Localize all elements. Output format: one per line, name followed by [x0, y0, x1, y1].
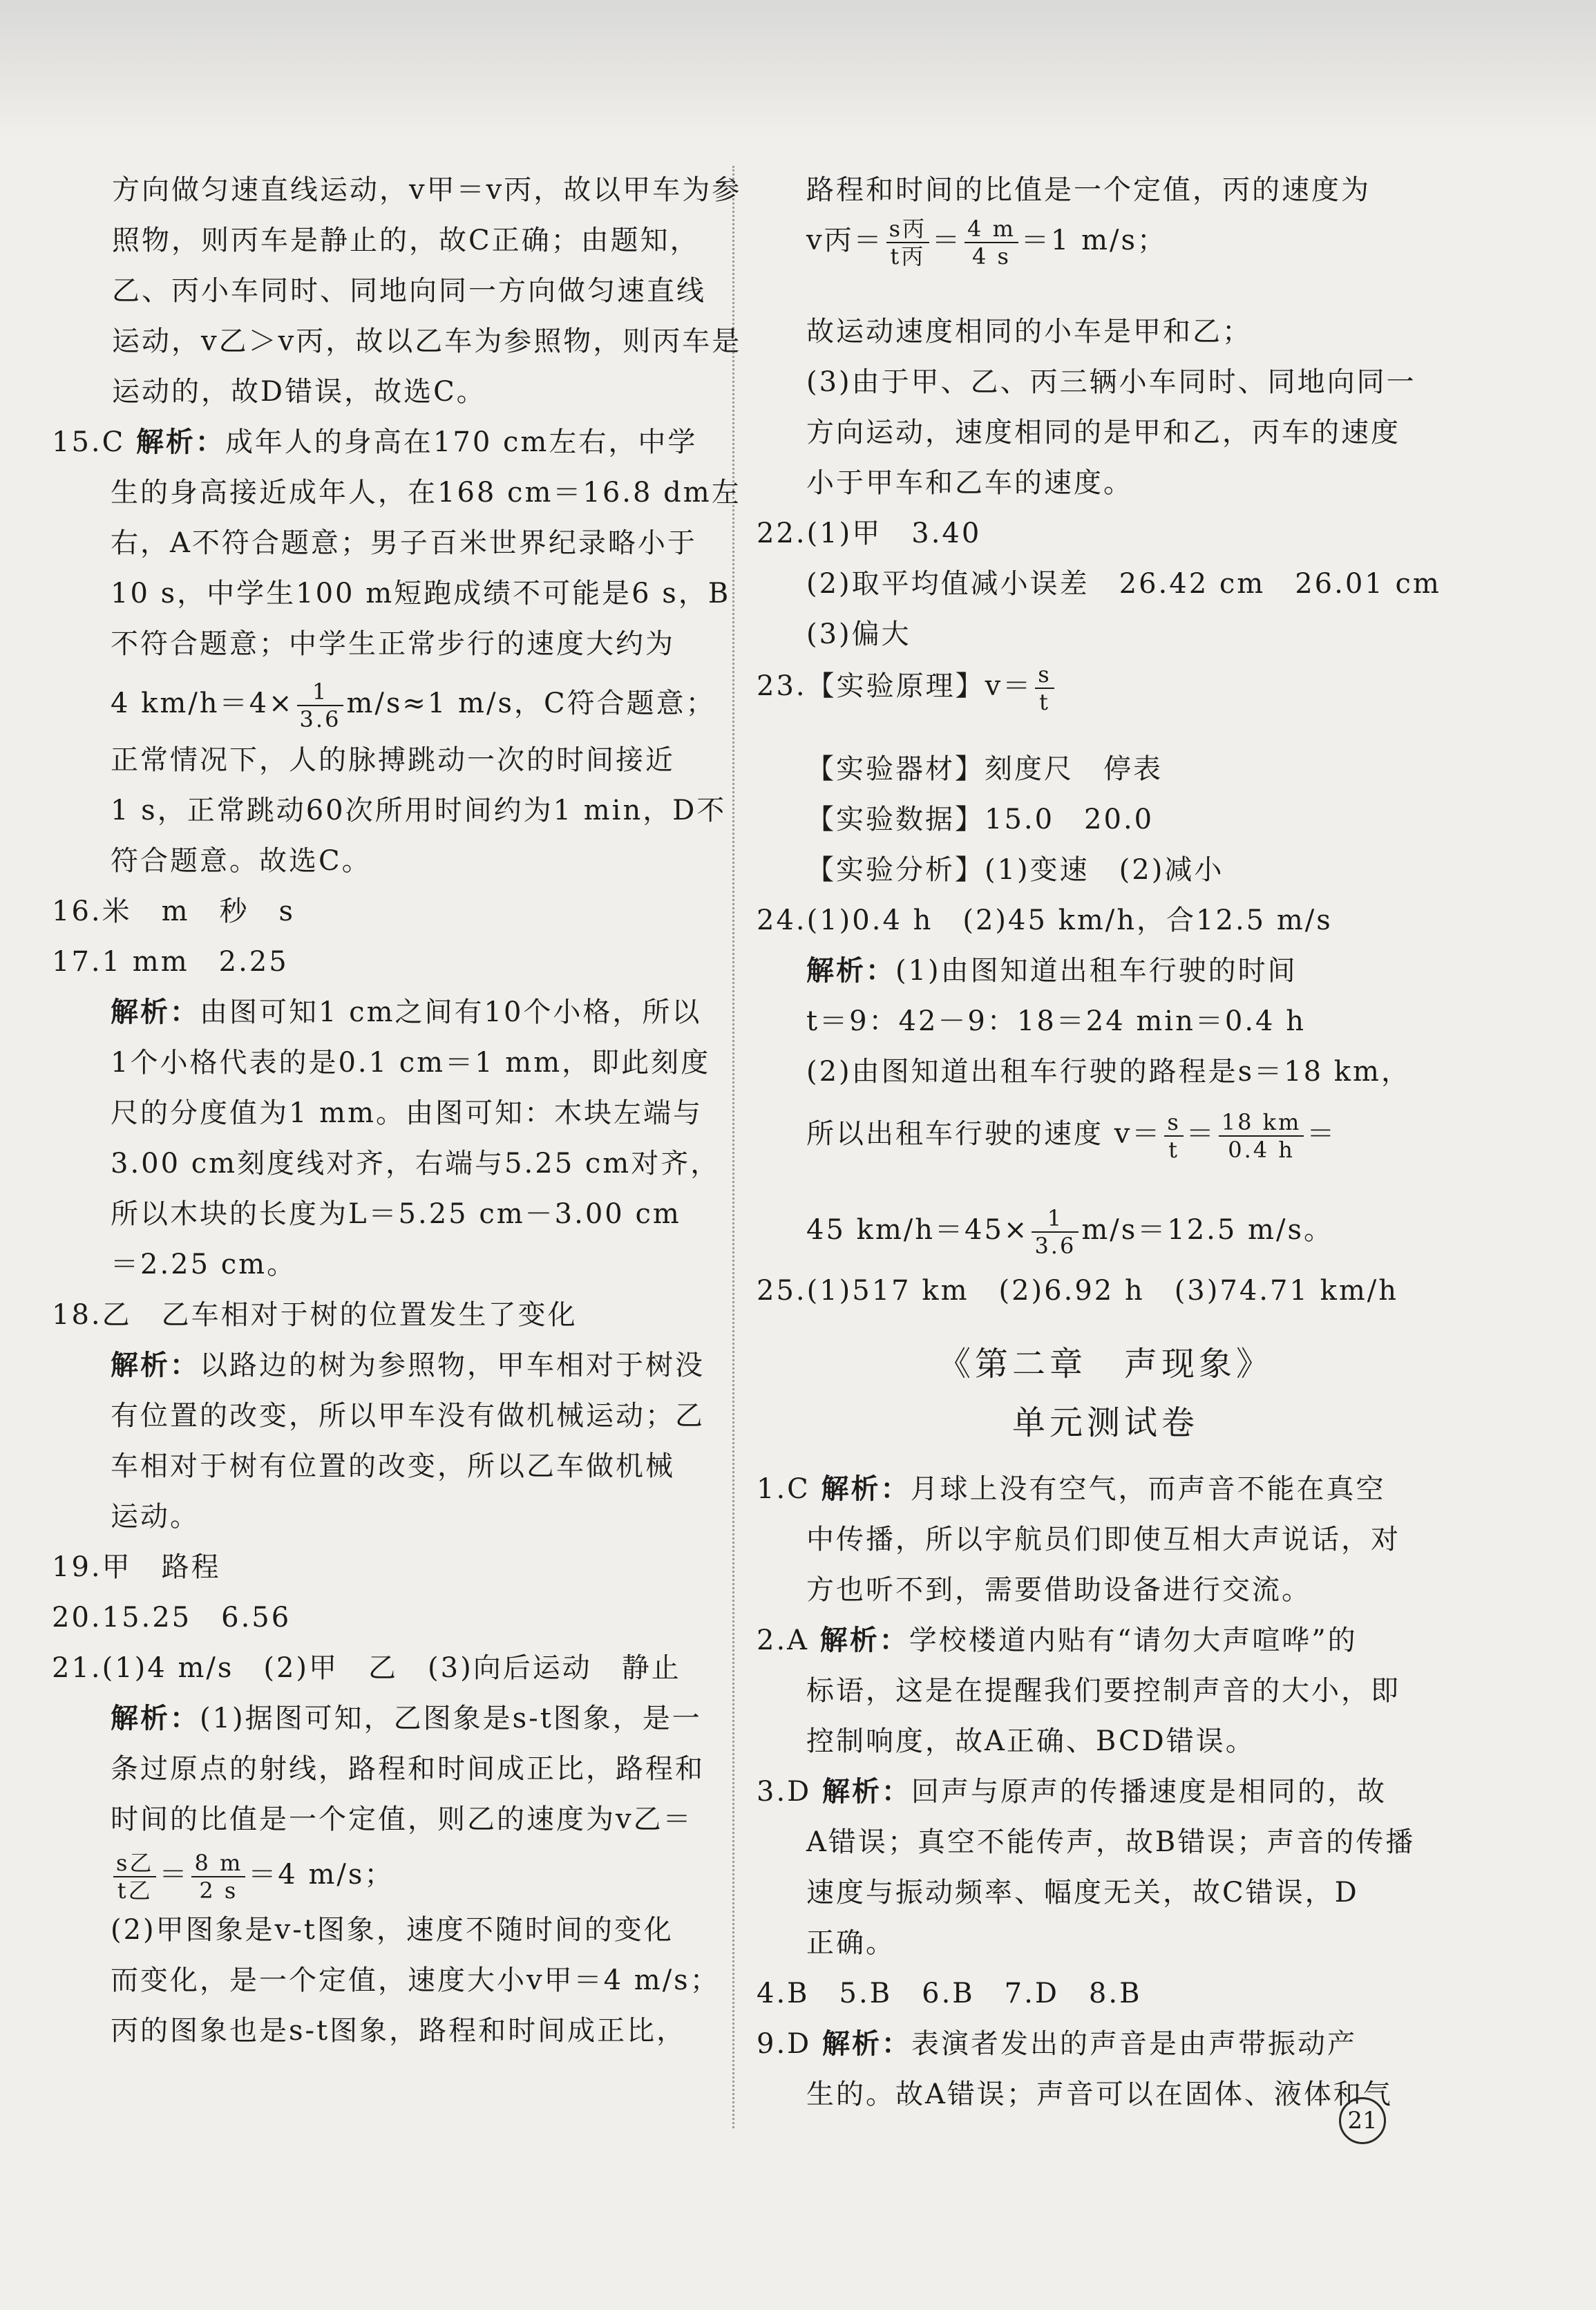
text-line: 乙、丙小车同时、同地向同一方向做匀速直线: [112, 275, 706, 307]
text: 成年人的身高在170 cm左右，中学: [225, 426, 698, 458]
text-line: 速度与振动频率、幅度无关，故C错误，D: [806, 1877, 1359, 1909]
denominator: t丙: [890, 243, 926, 269]
text: 月球上没有空气，而声音不能在真空: [910, 1473, 1386, 1505]
numerator: s: [1035, 663, 1054, 689]
text: 所以出租车行驶的速度 v＝: [806, 1118, 1162, 1150]
fraction: [965, 218, 1018, 267]
fraction: [1219, 1111, 1304, 1161]
text: v丙＝: [806, 225, 884, 256]
text: 表演者发出的声音是由声带振动产: [911, 2028, 1357, 2060]
text: ＝: [1186, 1118, 1216, 1150]
text-line: 小于甲车和乙车的速度。: [806, 467, 1133, 499]
fraction: [1035, 663, 1054, 713]
denominator: 0.4 h: [1228, 1137, 1295, 1163]
numerator: 1: [297, 681, 344, 706]
text-line: 时间的比值是一个定值，则乙的速度为v乙＝: [111, 1803, 693, 1835]
text-line: 故运动速度相同的小车是甲和乙；: [806, 316, 1252, 348]
text: m/s≈1 m/s，C符合题意；: [346, 688, 716, 719]
text-line: 符合题意。故选C。: [111, 845, 372, 877]
formula-line: [111, 1852, 394, 1902]
answer-line: 21.(1)4 m/s (2)甲 乙 (3)向后运动 静止: [52, 1652, 681, 1684]
text-line: 方向做匀速直线运动，v甲＝v丙，故以甲车为参: [112, 174, 742, 206]
text: 由图可知1 cm之间有10个小格，所以: [200, 996, 702, 1028]
chapter-title: 《第二章 声现象》: [937, 1345, 1273, 1383]
answer-line: 22.(1)甲 3.40: [757, 518, 982, 549]
text-line: 1 s，正常跳动60次所用时间约为1 min，D不: [111, 795, 727, 826]
fraction: [113, 1852, 156, 1902]
text: ＝4 m/s；: [248, 1859, 395, 1891]
text-line: 不符合题意；中学生正常步行的速度大约为: [111, 628, 675, 660]
analysis-line: [111, 995, 701, 1030]
question-number: 9.D: [757, 2028, 812, 2060]
answer-line: 4.B 5.B 6.B 7.D 8.B: [757, 1978, 1142, 2009]
formula-line: [806, 1111, 1336, 1161]
numerator: 18 km: [1219, 1111, 1304, 1137]
text-line: 中传播，所以宇航员们即使互相大声说话，对: [806, 1524, 1400, 1555]
denominator: t: [1039, 689, 1050, 715]
text-line: A错误；真空不能传声，故B错误；声音的传播: [806, 1826, 1416, 1858]
text: m/s＝12.5 m/s。: [1081, 1214, 1333, 1246]
text: ＝: [932, 225, 962, 256]
text-line: ＝2.25 cm。: [111, 1249, 297, 1280]
text-line: 【实验数据】15.0 20.0: [806, 804, 1155, 835]
answer-line: 17.1 mm 2.25: [52, 946, 289, 978]
analysis-tag: 解析：: [111, 1349, 200, 1381]
analysis-tag: 解析：: [135, 426, 225, 458]
text: ＝: [159, 1859, 189, 1891]
column-divider: [732, 166, 734, 2128]
text: 4 km/h＝4×: [111, 688, 294, 719]
answer-line: 18.乙 乙车相对于树的位置发生了变化: [52, 1299, 578, 1331]
text-line: 而变化，是一个定值，速度大小v甲＝4 m/s；: [111, 1965, 720, 1996]
denominator: 2 s: [199, 1877, 238, 1904]
fraction: [297, 681, 344, 730]
text-line: 车相对于树有位置的改变，所以乙车做机械: [111, 1450, 675, 1482]
text-line: (2)取平均值减小误差 26.42 cm 26.01 cm: [806, 568, 1441, 600]
text: 45 km/h＝45×: [806, 1214, 1029, 1246]
denominator: 3.6: [299, 706, 341, 732]
text-line: 尺的分度值为1 mm。由图可知：木块左端与: [111, 1097, 703, 1129]
text: (1)据图可知，乙图象是s-t图象，是一: [200, 1703, 702, 1734]
analysis-line: [806, 954, 1298, 988]
analysis-tag: 解析：: [819, 1624, 909, 1656]
answer-line: 16.米 m 秒 s: [52, 896, 296, 927]
text-line: 正确。: [806, 1927, 895, 1959]
text-line: 【实验器材】刻度尺 停表: [806, 753, 1163, 785]
question-number: 2.A: [757, 1625, 810, 1656]
text-line: 方向运动，速度相同的是甲和乙，丙车的速度: [806, 417, 1400, 448]
fraction: [1032, 1207, 1079, 1257]
text: 以路边的树为参照物，甲车相对于树没: [200, 1350, 705, 1381]
text-line: 生的身高接近成年人，在168 cm＝16.8 dm左: [111, 477, 741, 509]
text-line: 1个小格代表的是0.1 cm＝1 mm，即此刻度: [111, 1047, 711, 1079]
text-line: 丙的图象也是s-t图象，路程和时间成正比，: [111, 2015, 687, 2047]
numerator: 1: [1032, 1207, 1079, 1233]
text-line: 生的。故A错误；声音可以在固体、液体和气: [806, 2079, 1393, 2110]
formula-line: [111, 681, 716, 730]
text-line: 方也听不到，需要借助设备进行交流。: [806, 1574, 1311, 1606]
text-line: (3)偏大: [806, 618, 911, 650]
text: (1)由图知道出租车行驶的时间: [895, 955, 1298, 987]
analysis-tag: 解析：: [821, 1775, 911, 1808]
formula-line: [806, 1207, 1333, 1257]
answer-line: [757, 1472, 1386, 1506]
text-line: 所以木块的长度为L＝5.25 cm－3.00 cm: [111, 1198, 681, 1230]
answer-line: 19.甲 路程: [52, 1551, 221, 1583]
numerator: 4 m: [965, 218, 1018, 243]
text-line: t＝9：42－9：18＝24 min＝0.4 h: [806, 1005, 1306, 1037]
analysis-tag: 解析：: [821, 2027, 911, 2060]
answer-line: [757, 1774, 1387, 1809]
formula-line: [806, 218, 1167, 267]
text-line: (3)由于甲、乙、丙三辆小车同时、同地向同一: [806, 366, 1416, 398]
text: ＝1 m/s；: [1020, 225, 1168, 256]
text: 23.【实验原理】v＝: [757, 670, 1033, 702]
analysis-line: [111, 1701, 702, 1736]
text: 学校楼道内贴有“请勿大声喧哗”的: [909, 1625, 1358, 1656]
answer-line: 20.15.25 6.56: [52, 1602, 292, 1634]
text-line: 运动的，故D错误，故选C。: [112, 376, 486, 408]
text: ＝: [1307, 1118, 1337, 1150]
analysis-tag: 解析：: [111, 996, 200, 1028]
analysis-tag: 解析：: [806, 954, 895, 987]
answer-line: [52, 425, 697, 460]
text-line: 10 s，中学生100 m短跑成绩不可能是6 s，B: [111, 578, 731, 609]
answer-line: [757, 2027, 1357, 2061]
question-number: 3.D: [757, 1776, 812, 1808]
page-number: 21: [1339, 2097, 1386, 2144]
text-line: (2)甲图象是v-t图象，速度不随时间的变化: [111, 1914, 674, 1946]
text-line: 【实验分析】(1)变速 (2)减小: [806, 854, 1224, 886]
text-line: 3.00 cm刻度线对齐，右端与5.25 cm对齐，: [111, 1148, 721, 1180]
text: 回声与原声的传播速度是相同的，故: [911, 1776, 1387, 1808]
fraction: [886, 218, 929, 267]
answer-line: 24.(1)0.4 h (2)45 km/h，合12.5 m/s: [757, 905, 1333, 936]
fraction: [191, 1852, 245, 1902]
text-line: 运动，v乙＞v丙，故以乙车为参照物，则丙车是: [112, 325, 742, 357]
fraction: [1164, 1111, 1183, 1161]
denominator: 4 s: [972, 243, 1011, 269]
text-line: 正常情况下，人的脉搏跳动一次的时间接近: [111, 744, 675, 776]
numerator: 8 m: [191, 1852, 245, 1877]
analysis-tag: 解析：: [111, 1702, 200, 1734]
text-line: 条过原点的射线，路程和时间成正比，路程和: [111, 1753, 705, 1785]
text-line: 标语，这是在提醒我们要控制声音的大小，即: [806, 1675, 1400, 1707]
numerator: s: [1164, 1111, 1183, 1137]
answer-line: 25.(1)517 km (2)6.92 h (3)74.71 km/h: [757, 1275, 1398, 1307]
text-line: 照物，则丙车是静止的，故C正确；由题知，: [112, 225, 700, 256]
denominator: 3.6: [1034, 1233, 1076, 1259]
denominator: t乙: [117, 1877, 153, 1904]
text-line: (2)由图知道出租车行驶的路程是s＝18 km，: [806, 1056, 1411, 1088]
text-line: 右，A不符合题意；男子百米世界纪录略小于: [111, 527, 697, 559]
text-line: 有位置的改变，所以甲车没有做机械运动；乙: [111, 1400, 705, 1432]
question-number: 15.C: [52, 426, 126, 458]
scan-top-shadow: [0, 0, 1596, 138]
analysis-line: [111, 1348, 705, 1383]
answer-line: [757, 1623, 1358, 1658]
analysis-tag: 解析：: [821, 1473, 911, 1505]
formula-line: [757, 663, 1057, 713]
text-line: 控制响度，故A正确、BCD错误。: [806, 1725, 1255, 1757]
denominator: t: [1168, 1137, 1179, 1163]
text-line: 路程和时间的比值是一个定值，丙的速度为: [806, 174, 1371, 206]
numerator: s丙: [886, 218, 929, 243]
section-title: 单元测试卷: [1011, 1403, 1199, 1442]
question-number: 1.C: [757, 1473, 810, 1505]
numerator: s乙: [113, 1852, 156, 1877]
text-line: 运动。: [111, 1501, 200, 1533]
